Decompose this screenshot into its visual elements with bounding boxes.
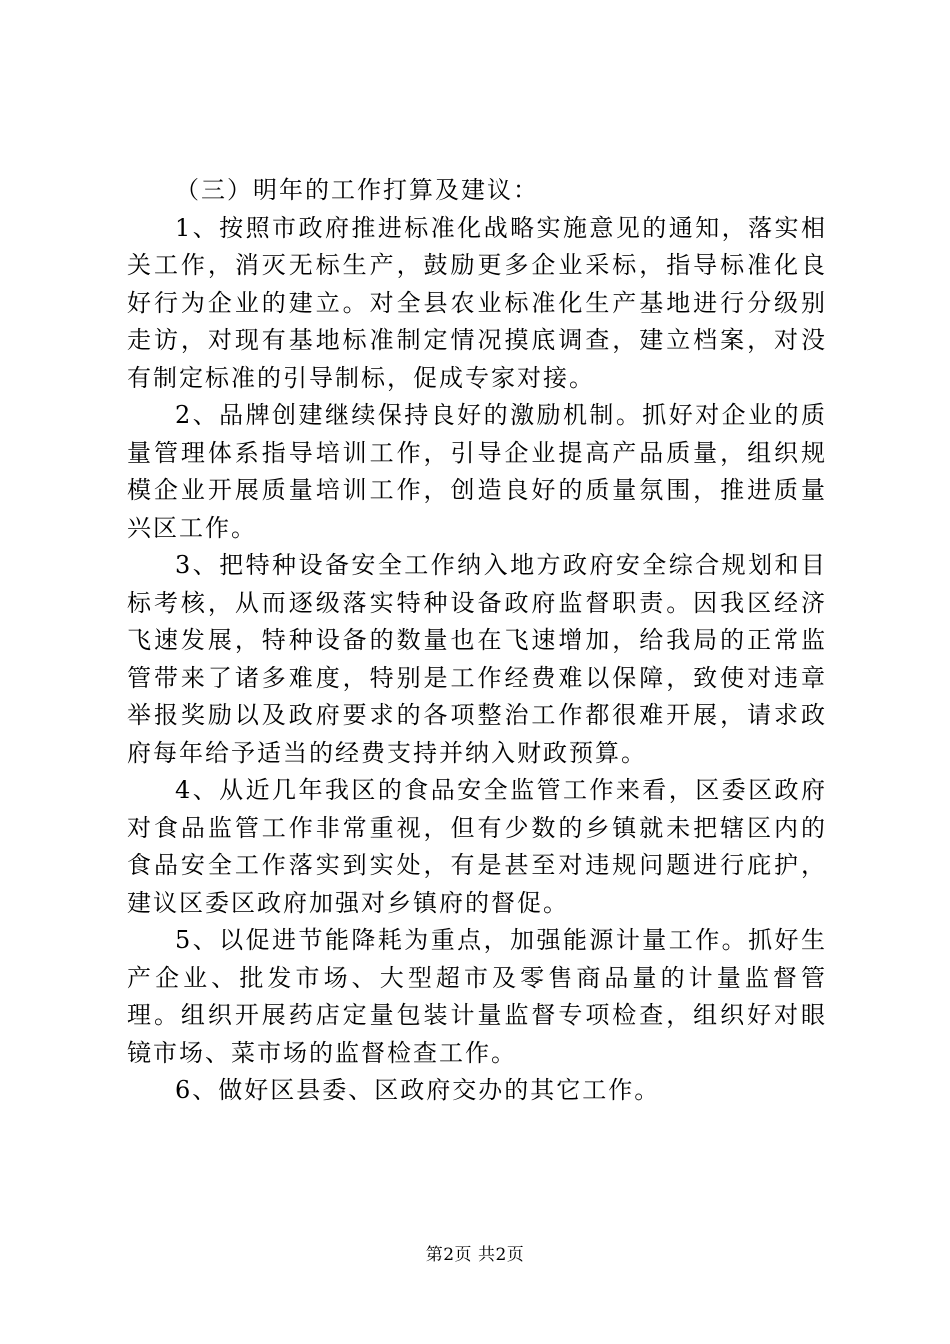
paragraph-item-1: 1、按照市政府推进标准化战略实施意见的通知，落实相关工作，消灭无标生产，鼓励更多企业采标，指导标准化良好行为企业的建立。对全县农业标准化生产基地进行分级别走访，对现有基地标准制定情况摸底调查，建立档案，对没有制定标准的引导制标，促成专家对接。 (127, 213, 827, 392)
paragraph-item-5: 5、以促进节能降耗为重点，加强能源计量工作。抓好生产企业、批发市场、大型超市及零售商品量的计量监督管理。组织开展药店定量包装计量监督专项检查，组织好对眼镜市场、菜市场的监督检查工作。 (127, 926, 827, 1067)
paragraph-item-4: 4、从近几年我区的食品安全监管工作来看，区委区政府对食品监管工作非常重视，但有少数的乡镇就未把辖区内的食品安全工作落实到实处，有是甚至对违规问题进行庇护，建议区委区政府加强对乡镇府的督促。 (127, 776, 827, 917)
section-heading: （三）明年的工作打算及建议： (175, 176, 539, 204)
paragraph-item-6: 6、做好区县委、区政府交办的其它工作。 (175, 1076, 661, 1104)
document-body (127, 172, 827, 1110)
paragraph-item-2: 2、品牌创建继续保持良好的激励机制。抓好对企业的质量管理体系指导培训工作，引导企业提高产品质量，组织规模企业开展质量培训工作，创造良好的质量氛围，推进质量兴区工作。 (127, 401, 827, 542)
page-number-footer: 第2页 共2页 (425, 1245, 525, 1265)
paragraph-item-3: 3、把特种设备安全工作纳入地方政府安全综合规划和目标考核，从而逐级落实特种设备政府监督职责。因我区经济飞速发展，特种设备的数量也在飞速增加，给我局的正常监管带来了诸多难度，特别是工作经费难以保障，致使对违章举报奖励以及政府要求的各项整治工作都很难开展，请求政府每年给予适当的经费支持并纳入财政预算。 (127, 551, 827, 767)
